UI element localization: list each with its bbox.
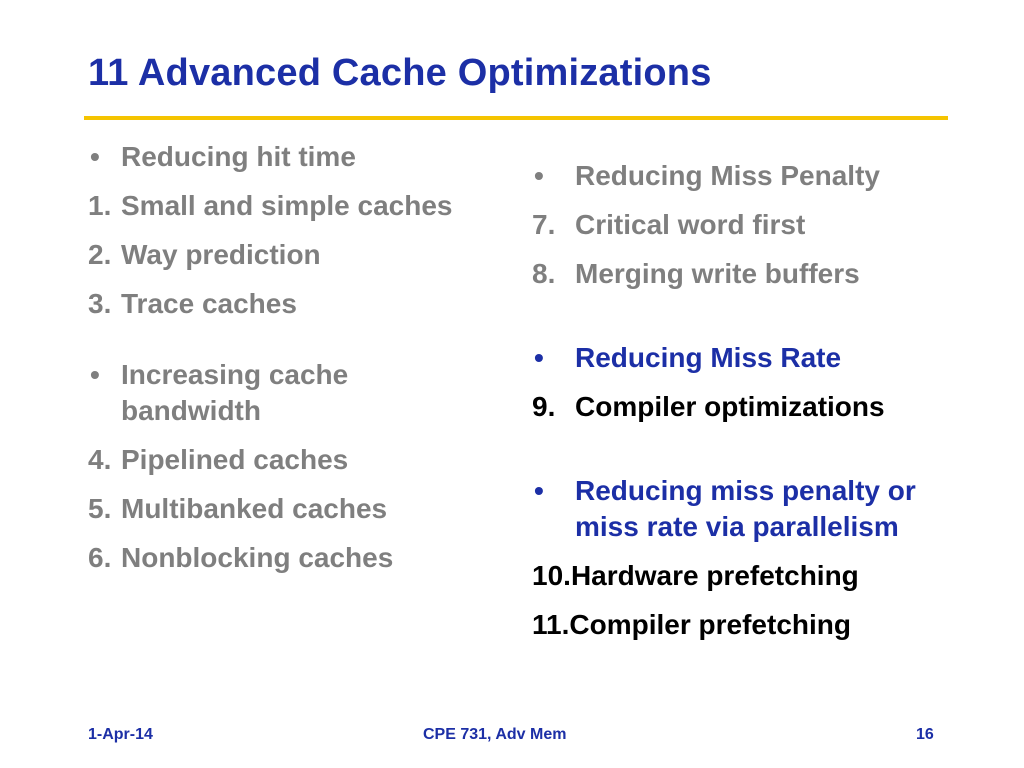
- number-marker: 3.: [88, 288, 112, 319]
- number-marker: 5.: [88, 493, 112, 524]
- list-item: [532, 389, 962, 425]
- list-item: [532, 158, 962, 194]
- list-item: [88, 442, 488, 478]
- title-underline: [84, 116, 948, 120]
- number-marker: 7.: [532, 209, 556, 240]
- list-item-text: Reducing Miss Rate: [575, 342, 842, 373]
- list-item-text: Small and simple caches: [121, 190, 453, 221]
- number-marker: 10.: [532, 560, 571, 591]
- list-item-text: Trace caches: [121, 288, 297, 319]
- number-marker: 8.: [532, 258, 556, 289]
- footer-date: 1-Apr-14: [88, 726, 153, 743]
- spacer: [532, 438, 962, 473]
- list-item-text: Reducing miss penalty or miss rate via parallelism: [575, 475, 916, 542]
- list-item-text: Multibanked caches: [121, 493, 388, 524]
- list-item-text: Compiler optimizations: [575, 391, 885, 422]
- list-item-text: Nonblocking caches: [121, 542, 394, 573]
- number-marker: 9.: [532, 391, 556, 422]
- slide-title: 11 Advanced Cache Optimizations: [88, 52, 712, 94]
- list-item: [88, 357, 488, 429]
- number-marker: 6.: [88, 542, 112, 573]
- number-marker: 11.: [532, 609, 570, 640]
- bullet-marker: •: [90, 359, 100, 390]
- spacer: [532, 305, 962, 340]
- list-item-text: Pipelined caches: [121, 444, 349, 475]
- list-item: [88, 540, 488, 576]
- number-marker: 1.: [88, 190, 112, 221]
- right-column: [532, 158, 962, 656]
- list-item-text: Hardware prefetching: [570, 560, 859, 591]
- left-column: [88, 139, 488, 589]
- list-item-text: Reducing Miss Penalty: [575, 160, 880, 191]
- list-item: [532, 473, 962, 545]
- list-item: [88, 188, 488, 224]
- list-item-text: Way prediction: [121, 239, 321, 270]
- bullet-marker: •: [534, 475, 544, 506]
- footer-page-number: 16: [916, 726, 934, 743]
- list-item: [88, 237, 488, 273]
- bullet-marker: •: [90, 141, 100, 172]
- spacer: [88, 335, 488, 357]
- list-item: [532, 340, 962, 376]
- list-item-text: Reducing hit time: [121, 141, 356, 172]
- list-item: [88, 491, 488, 527]
- list-item: [532, 607, 962, 643]
- number-marker: 2.: [88, 239, 112, 270]
- number-marker: 4.: [88, 444, 112, 475]
- list-item: [88, 286, 488, 322]
- footer-course: CPE 731, Adv Mem: [423, 726, 567, 743]
- list-item: [532, 558, 962, 594]
- bullet-marker: •: [534, 160, 544, 191]
- list-item-text: Critical word first: [575, 209, 806, 240]
- list-item-text: Compiler prefetching: [569, 609, 851, 640]
- list-item: [88, 139, 488, 175]
- list-item-text: Merging write buffers: [575, 258, 860, 289]
- list-item-text: Increasing cache bandwidth: [121, 359, 349, 426]
- bullet-marker: •: [534, 342, 544, 373]
- list-item: [532, 207, 962, 243]
- list-item: [532, 256, 962, 292]
